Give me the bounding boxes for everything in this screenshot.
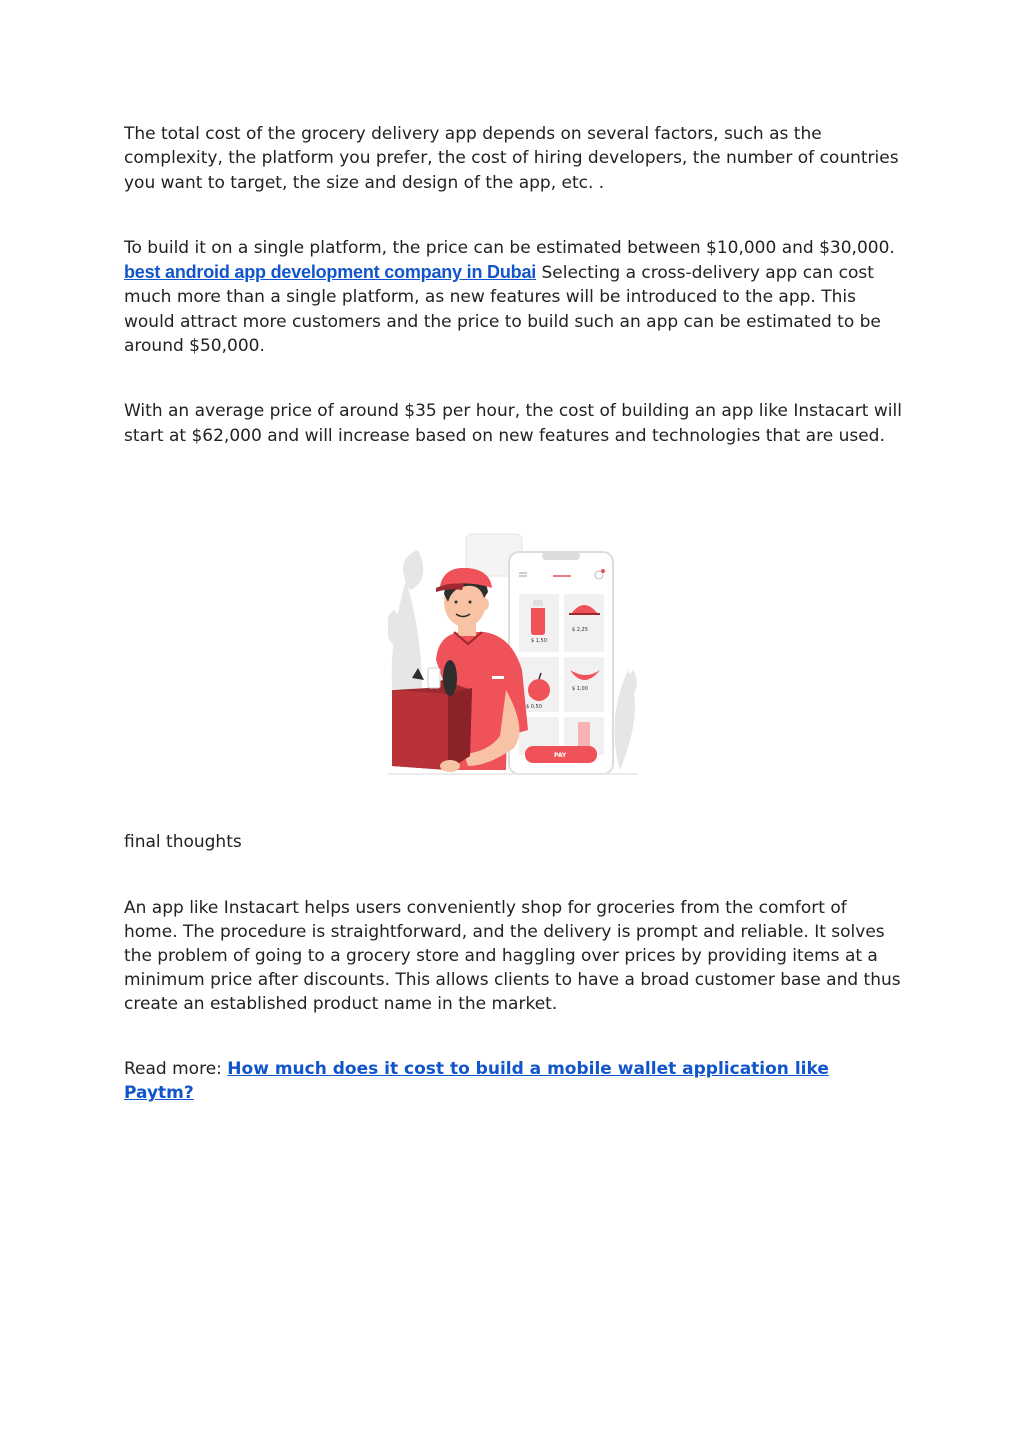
price-label-3: $ 0,50 bbox=[526, 704, 542, 710]
paragraph-platform-price-text-before: To build it on a single platform, the price can be estimated between $10,000 and $30,000. bbox=[124, 237, 895, 258]
read-more-label: Read more: bbox=[124, 1059, 228, 1079]
paragraph-conclusion: An app like Instacart helps users conveniently shop for groceries from the comfort of home. The procedure is straightforward, and the delivery is prompt and reliable. It solves the problem of going to a grocery store and haggling over prices by providing items at a minimum price after discounts. This allows clients to have a broad customer base and thus create an established product name in the market. bbox=[124, 898, 901, 1015]
pay-button-label: PAY bbox=[554, 752, 567, 759]
paragraph-platform-price bbox=[124, 236, 904, 358]
paragraph-hourly-price: With an average price of around $35 per hour, the cost of building an app like Instacart will start at $62,000 and will increase based on new features and technologies that are used. bbox=[124, 401, 902, 446]
android-development-link[interactable]: best android app development company in Dubai bbox=[124, 262, 537, 283]
read-more-link[interactable]: How much does it cost to build a mobile wallet application like Paytm? bbox=[124, 1059, 829, 1104]
price-label-0: $ 2,25 bbox=[572, 627, 588, 633]
document-body bbox=[124, 122, 904, 448]
paragraph-platform-price-text-after: Selecting a cross-delivery app can cost much more than a single platform, as new features will be introduced to the app. This would attract more customers and the price to build such an app can be estimated to be around $50,000. bbox=[124, 263, 881, 357]
read-more-line bbox=[124, 1057, 904, 1106]
price-label-1: $ 1,50 bbox=[531, 638, 547, 644]
delivery-illustration bbox=[388, 530, 640, 778]
paragraph-cost-factors: The total cost of the grocery delivery app depends on several factors, such as the complexity, the platform you prefer, the cost of hiring developers, the number of countries you want to target, the size and design of the app, etc. . bbox=[124, 124, 899, 193]
final-thoughts-heading: final thoughts bbox=[124, 832, 242, 852]
leaf-right-icon bbox=[614, 670, 636, 770]
price-label-2: $ 1,00 bbox=[572, 686, 588, 692]
phone-icon bbox=[509, 552, 613, 774]
